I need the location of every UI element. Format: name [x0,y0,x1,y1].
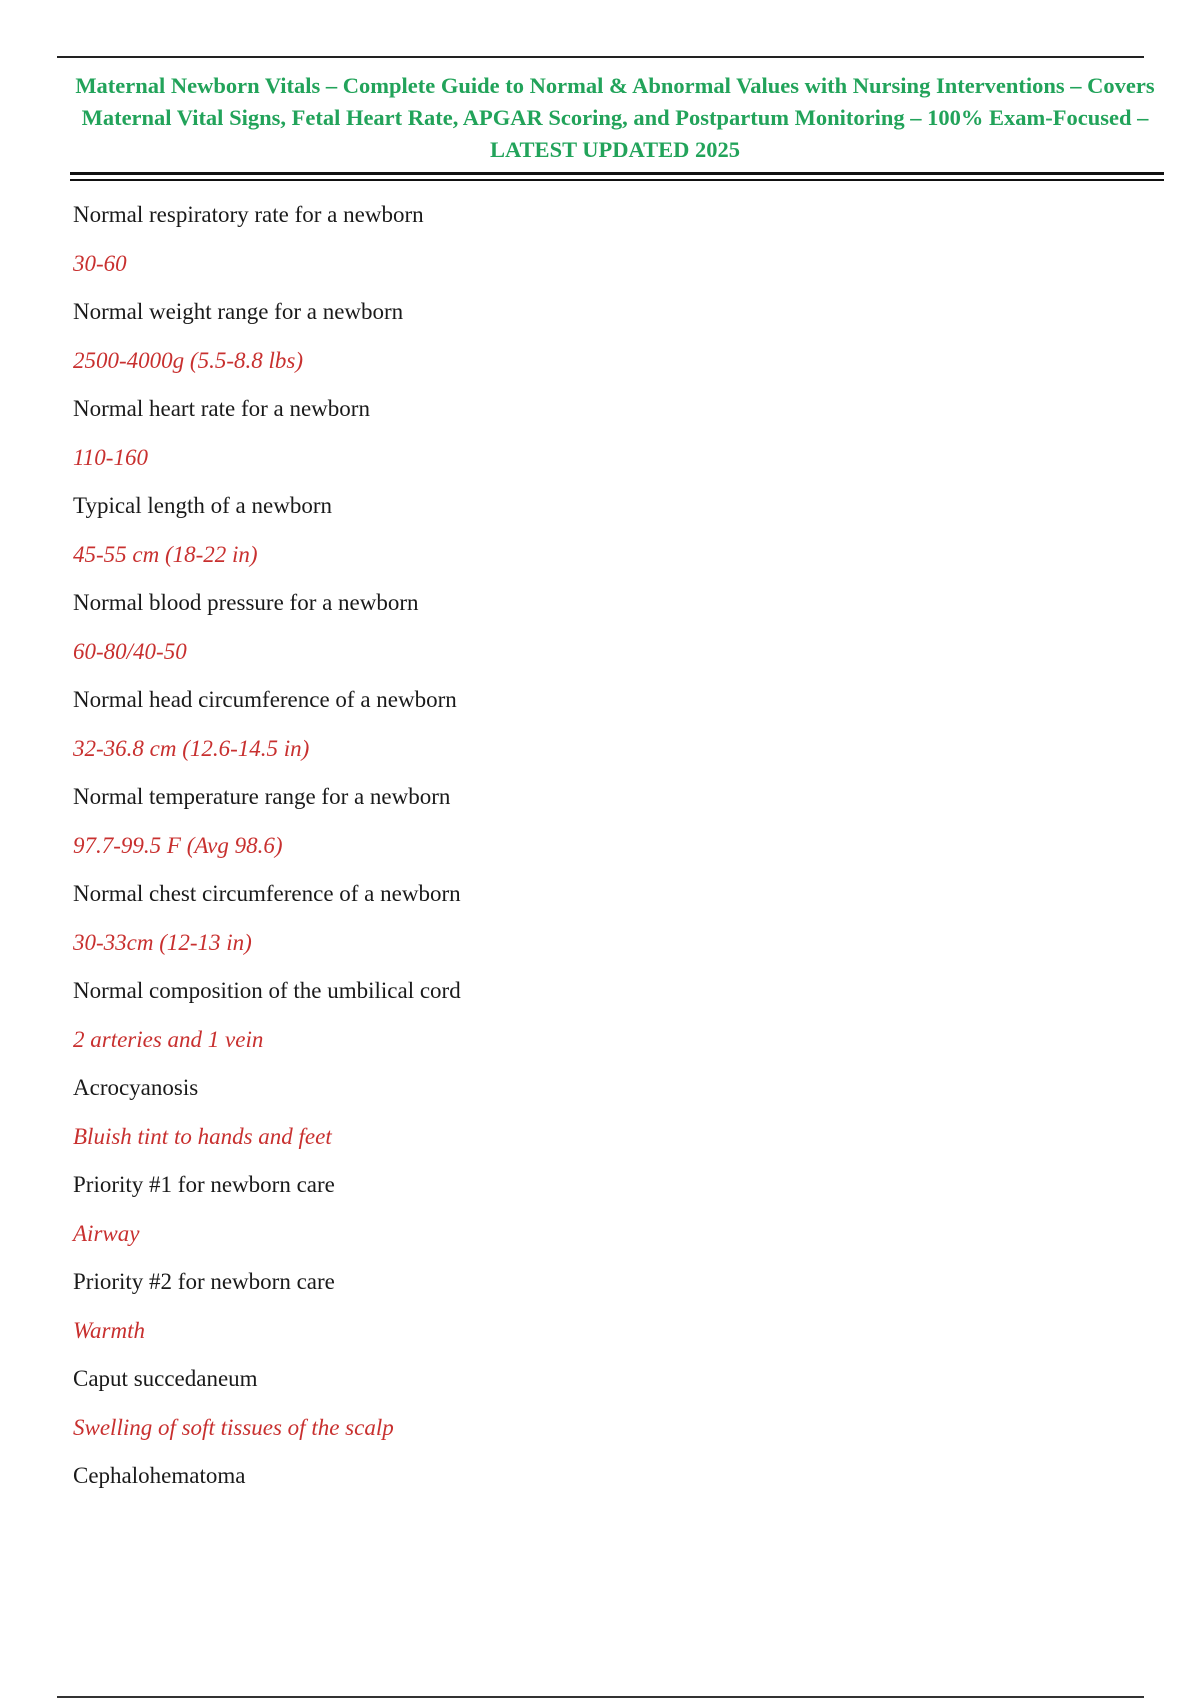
question: Priority #2 for newborn care [73,1269,335,1294]
qa-item [73,877,1073,974]
document-header [66,70,1164,166]
answer: 60-80/40-50 [73,638,187,664]
answer: Bluish tint to hands and feet [73,1123,332,1149]
top-divider [57,56,1144,58]
answer: Swelling of soft tissues of the scalp [73,1414,394,1440]
question: Typical length of a newborn [73,493,332,518]
answer: 30-33cm (12-13 in) [73,929,252,955]
qa-item [73,1362,1073,1459]
question: Normal head circumference of a newborn [73,687,457,712]
answer: Airway [73,1220,140,1246]
qa-item [73,295,1073,392]
question: Cephalohematoma [73,1463,246,1488]
answer: 30-60 [73,250,127,276]
question: Normal composition of the umbilical cord [73,978,461,1003]
qa-item [73,489,1073,586]
qa-item [73,780,1073,877]
answer [73,1508,1073,1557]
qa-item [73,1265,1073,1362]
answer: 97.7-99.5 F (Avg 98.6) [73,832,283,858]
question: Normal temperature range for a newborn [73,784,451,809]
document-title: Maternal Newborn Vitals – Complete Guide to Normal & Abnormal Values with Nursing Interventions – Covers Maternal Vital Signs, Fetal Heart Rate, APGAR Scoring, and Postpartum Monitoring – 100% Exam-Focused – LATEST UPDATED 2025 [75,73,1155,162]
question: Normal heart rate for a newborn [73,396,370,421]
answer: 32-36.8 cm (12.6-14.5 in) [73,735,310,761]
answer: 2500-4000g (5.5-8.8 lbs) [73,347,303,373]
answer: 45-55 cm (18-22 in) [73,541,258,567]
question: Caput succedaneum [73,1366,258,1391]
question: Normal weight range for a newborn [73,299,404,324]
qa-item [73,1168,1073,1265]
answer: 2 arteries and 1 vein [73,1026,264,1052]
qa-item [73,683,1073,780]
qa-item [73,392,1073,489]
question: Normal chest circumference of a newborn [73,881,461,906]
answer: 110-160 [73,444,148,470]
answer: Warmth [73,1317,145,1343]
question: Normal blood pressure for a newborn [73,590,419,615]
qa-item [73,974,1073,1071]
qa-item [73,1071,1073,1168]
question: Priority #1 for newborn care [73,1172,335,1197]
qa-item [73,586,1073,683]
question: Normal respiratory rate for a newborn [73,202,424,227]
qa-item [73,198,1073,295]
title-double-divider [70,172,1164,181]
bottom-divider [57,1696,1144,1698]
qa-list [73,198,1073,1556]
qa-item [73,1459,1073,1556]
question: Acrocyanosis [73,1075,199,1100]
